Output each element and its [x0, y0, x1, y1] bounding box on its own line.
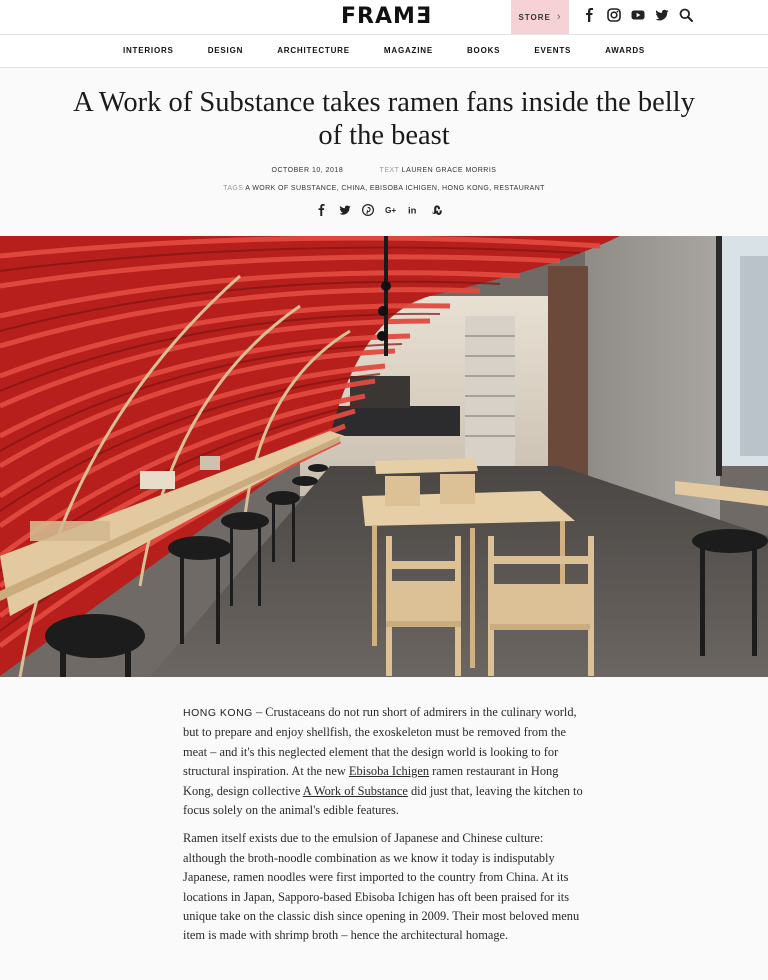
article-tags — [0, 185, 768, 192]
pinterest-icon[interactable] — [362, 204, 374, 216]
twitter-icon[interactable] — [339, 204, 351, 216]
google-plus-icon[interactable] — [385, 204, 397, 216]
article-title: A Work of Substance takes ramen fans inside the belly of the beast — [73, 87, 695, 151]
frame-logo[interactable]: FRAMƎ — [341, 4, 432, 29]
paragraph-1 — [183, 703, 588, 820]
facebook-icon[interactable] — [316, 204, 328, 216]
nav-item-magazine[interactable]: MAGAZINE — [383, 46, 433, 55]
linkedin-icon[interactable] — [408, 204, 420, 216]
paragraph-1-text-b: ramen restaurant in Hong Kong, design collective — [183, 764, 559, 798]
stumbleupon-icon[interactable] — [431, 204, 443, 216]
instagram-icon[interactable] — [607, 8, 621, 22]
restaurant-interior-illustration — [0, 236, 768, 677]
article-body — [183, 703, 588, 955]
article-author[interactable]: LAUREN GRACE MORRIS — [401, 167, 497, 174]
nav-item-events[interactable]: EVENTS — [534, 46, 572, 55]
svg-text:G+: G+ — [385, 206, 397, 215]
youtube-icon[interactable] — [631, 8, 645, 22]
nav-item-books[interactable]: BOOKS — [466, 46, 501, 55]
link-ebisoba-ichigen[interactable]: Ebisoba Ichigen — [348, 764, 430, 779]
search-icon[interactable] — [679, 8, 693, 22]
text-label: TEXT — [379, 167, 400, 174]
main-nav — [0, 35, 768, 68]
twitter-icon[interactable] — [655, 8, 669, 22]
paragraph-2: Ramen itself exists due to the emulsion of Japanese and Chinese culture: although the broth-noodle combination as we know it today is indisputably Japanese, ramen noodles were first imported to the country from China. At its locations in Japan, Sapporo-based Ebisoba Ichigen has oft been praised for its unique take on the classic dish since opening in 2009. Their most beloved menu item is made with shrimp broth – hence the architectural homage. — [183, 831, 580, 943]
article-meta — [0, 167, 768, 174]
nav-item-interiors[interactable]: INTERIORS — [122, 46, 174, 55]
hero-image — [0, 236, 768, 677]
top-bar — [0, 0, 768, 35]
store-label: STORE — [518, 12, 551, 22]
social-links — [583, 8, 693, 22]
nav-item-design[interactable]: DESIGN — [207, 46, 244, 55]
nav-item-awards[interactable]: AWARDS — [605, 46, 646, 55]
chevron-right-icon: › — [556, 11, 562, 23]
paragraph-1-text-a: – Crustaceans do not run short of admirers in the culinary world, but to prepare and enjoy shellfish, the exoskeleton must be removed from the meat – and it's this neglected element that the design world is looking to for structural inspiration. At the new — [183, 705, 577, 779]
tags-list[interactable]: A WORK OF SUBSTANCE, CHINA, EBISOBA ICHIGEN, HONG KONG, RESTAURANT — [245, 185, 545, 192]
link-a-work-of-substance[interactable]: A Work of Substance — [302, 783, 408, 798]
tags-label: TAGS — [223, 185, 244, 192]
store-button[interactable] — [511, 0, 569, 34]
facebook-icon[interactable] — [583, 8, 597, 22]
paragraph-1-text-c: did just that, leaving the kitchen to focus solely on the animal's edible features. — [183, 783, 583, 818]
svg-text:in: in — [408, 204, 417, 216]
dateline-location: HONG KONG — [183, 707, 253, 719]
share-bar — [316, 204, 443, 216]
nav-item-architecture[interactable]: ARCHITECTURE — [277, 46, 350, 55]
article-date: OCTOBER 10, 2018 — [271, 167, 344, 174]
